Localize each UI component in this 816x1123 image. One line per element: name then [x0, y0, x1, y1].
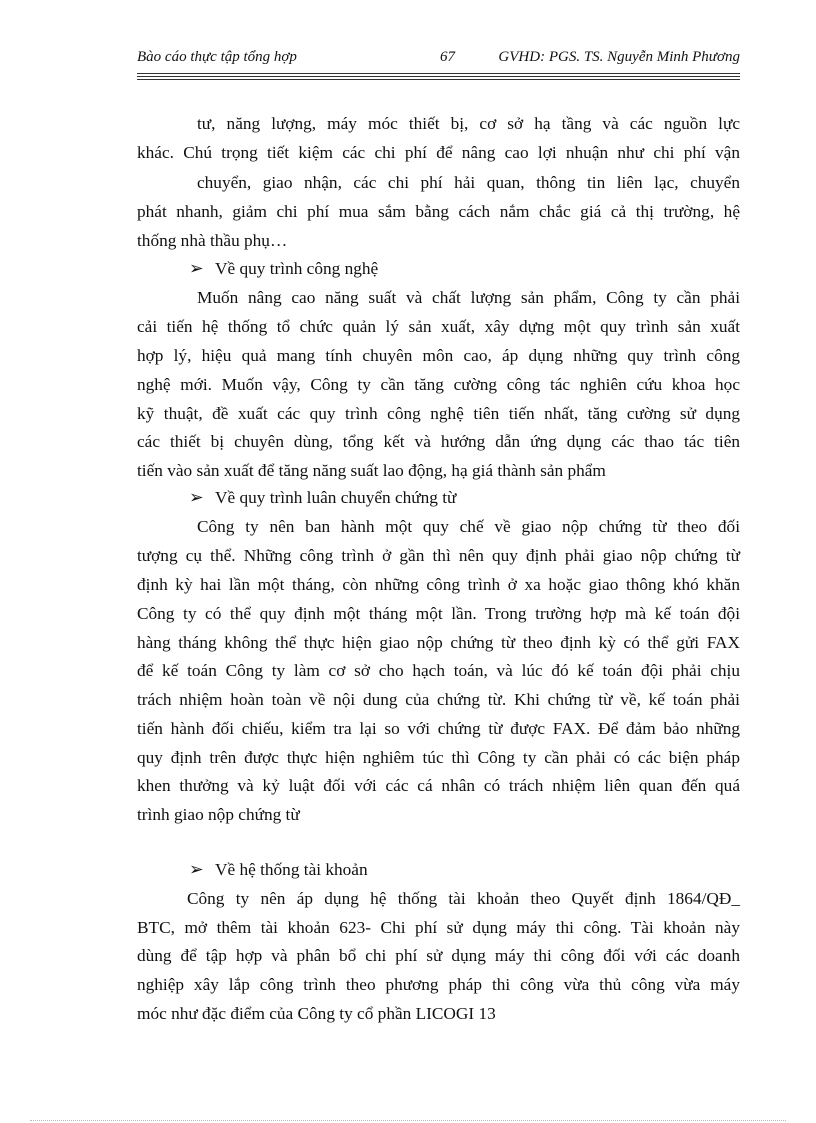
body-line: móc như đặc điểm của Công ty cổ phần LICOGI 13	[137, 1004, 496, 1023]
header-report-title: Bào cáo thực tập tổng hợp	[137, 49, 297, 65]
body-line: kỹ thuật, đề xuất các quy trình công nghệ tiên tiến nhất, tăng cường sử dụng	[137, 404, 740, 423]
body-line: khen thưởng và kỷ luật đối với các cá nhân có trách nhiệm liên quan đến quá	[137, 776, 740, 795]
body-line: tượng cụ thể. Những công trình ở gần thì nên quy định phải giao nộp chứng từ	[137, 546, 740, 565]
section-heading-text: Về quy trình luân chuyển chứng từ	[215, 488, 457, 507]
header-rule	[137, 76, 740, 77]
body-line: trách nhiệm hoàn toàn về nội dung của chứng từ. Khi chứng từ về, kế toán phải	[137, 690, 740, 709]
body-line: hàng tháng không thể thực hiện giao nộp chứng từ theo định kỳ có thể gửi FAX	[137, 633, 740, 652]
body-line: Muốn nâng cao năng suất và chất lượng sản phẩm, Công ty cần phải	[197, 288, 740, 307]
section-heading	[189, 259, 378, 279]
body-line: tư, năng lượng, máy móc thiết bị, cơ sở hạ tầng và các nguồn lực	[197, 114, 740, 133]
body-line: Công ty nên áp dụng hệ thống tài khoản theo Quyết định 1864/QĐ_	[187, 889, 740, 908]
arrow-bullet-icon: ➢	[189, 488, 204, 507]
page-header	[137, 49, 740, 69]
body-line: định kỳ hai lần một tháng, còn những công trình ở xa hoặc giao thông khó khăn	[137, 575, 740, 594]
page-bottom-border	[30, 1120, 786, 1121]
body-line: thống nhà thầu phụ…	[137, 231, 288, 250]
section-heading-text: Về quy trình công nghệ	[215, 259, 379, 278]
body-line: nghiệp xây lắp công trình theo phương pháp thi công vừa thủ công vừa máy	[137, 975, 740, 994]
body-line: Công ty có thể quy định một tháng một lần. Trong trường hợp mà kế toán đội	[137, 604, 740, 623]
body-line: nghệ mới. Muốn vậy, Công ty cần tăng cường công tác nghiên cứu khoa học	[137, 375, 740, 394]
body-line: tiến hành đối chiếu, kiểm tra lại so với chứng từ được FAX. Để đảm bảo những	[137, 719, 740, 738]
body-line: chuyển, giao nhận, các chi phí hải quan, thông tin liên lạc, chuyển	[197, 173, 740, 192]
section-heading-text: Về hệ thống tài khoản	[215, 860, 368, 879]
body-line: khác. Chú trọng tiết kiệm các chi phí để nâng cao lợi nhuận như chi phí vận	[137, 143, 740, 162]
body-line: quy định trên được thực hiện nghiêm túc thì Công ty cần phải có các biện pháp	[137, 748, 740, 767]
body-line: hợp lý, hiệu quả mang tính chuyên môn cao, áp dụng những quy trình công	[137, 346, 740, 365]
body-line: Công ty nên ban hành một quy chế về giao nộp chứng từ theo đối	[197, 517, 740, 536]
section-heading	[189, 860, 368, 880]
header-rule	[137, 79, 740, 80]
section-heading	[189, 488, 456, 508]
header-supervisor: GVHD: PGS. TS. Nguyễn Minh Phương	[498, 49, 740, 65]
body-line: phát nhanh, giảm chi phí mua sắm bằng cách nắm chắc giá cả thị trường, hệ	[137, 202, 740, 221]
body-line: dùng để tập hợp và phân bổ chi phí sử dụng máy thi công đối với các doanh	[137, 946, 740, 965]
body-line: trình giao nộp chứng từ	[137, 805, 300, 824]
arrow-bullet-icon: ➢	[189, 860, 204, 879]
body-line: tiến vào sản xuất để tăng năng suất lao động, hạ giá thành sản phẩm	[137, 461, 606, 480]
body-line: BTC, mở thêm tài khoản 623- Chi phí sử dụng máy thi công. Tài khoản này	[137, 918, 740, 937]
body-line: các thiết bị chuyên dùng, tổng kết và hướng dẫn ứng dụng các thao tác tiên	[137, 432, 740, 451]
header-rule	[137, 73, 740, 74]
page-number: 67	[440, 49, 455, 65]
body-line: để kế toán Công ty làm cơ sở cho hạch toán, và lúc đó kế toán đội phải chịu	[137, 661, 740, 680]
body-line: cải tiến hệ thống tổ chức quản lý sản xuất, xây dựng một quy trình sản xuất	[137, 317, 740, 336]
arrow-bullet-icon: ➢	[189, 259, 204, 278]
